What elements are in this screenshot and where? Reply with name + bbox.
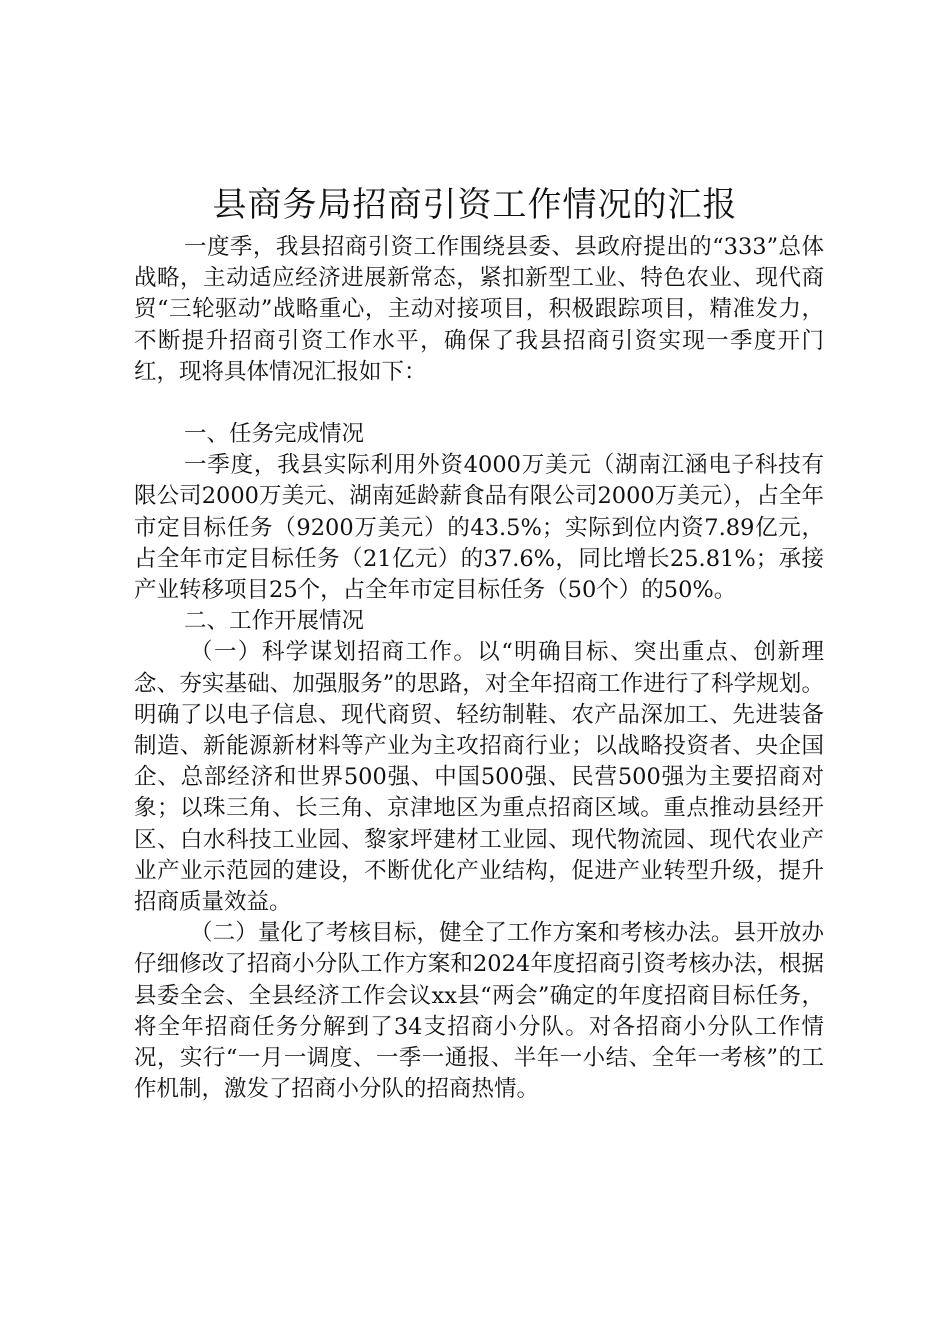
section-heading-work-progress: 二、工作开展情况 [184,608,365,635]
work-progress-paragraph-2: （二）量化了考核目标，健全了工作方案和考核办法。县开放办仔细修改了招商小分队工作方案和2024年度招商引资考核办法，根据县委全会、全县经济工作会议xx县“两会”确定的年度招商目标任务，将全年招商任务分解到了34支招商小分队。对各招商小分队工作情况，实行“一月一调度、一季一通报、半年一小结、全年一考核”的工作机制，激发了招商小分队的招商热情。 [134,920,824,1103]
document-body [134,232,824,1105]
document-title: 县商务局招商引资工作情况的汇报 [212,185,738,225]
section-heading-task-completion: 一、任务完成情况 [184,421,365,448]
intro-paragraph: 一度季，我县招商引资工作围绕县委、县政府提出的“333”总体战略，主动适应经济进展新常态，紧扣新型工业、特色农业、现代商贸“三轮驱动”战略重心，主动对接项目，积极跟踪项目，精准发力，不断提升招商引资工作水平，确保了我县招商引资实现一季度开门红，现将具体情况汇报如下： [134,234,824,385]
work-progress-paragraph-1: （一）科学谋划招商工作。以“明确目标、突出重点、创新理念、夯实基础、加强服务”的思路，对全年招商工作进行了科学规划。明确了以电子信息、现代商贸、轻纺制鞋、农产品深加工、先进装备制造、新能源新材料等产业为主攻招商行业；以战略投资者、央企国企、总部经济和世界500强、中国500强、民营500强为主要招商对象；以珠三角、长三角、京津地区为重点招商区域。重点推动县经开区、白水科技工业园、黎家坪建材工业园、现代物流园、现代农业产业产业示范园的建设，不断优化产业结构，促进产业转型升级，提升招商质量效益。 [134,639,824,916]
task-completion-paragraph: 一季度，我县实际利用外资4000万美元（湖南江涵电子科技有限公司2000万美元、湖南延龄薪食品有限公司2000万美元），占全年市定目标任务（9200万美元）的43.5%；实际到位内资7.89亿元，占全年市定目标任务（21亿元）的37.6%，同比增长25.81%；承接产业转移项目25个，占全年市定目标任务（50个）的50%。 [134,452,824,604]
